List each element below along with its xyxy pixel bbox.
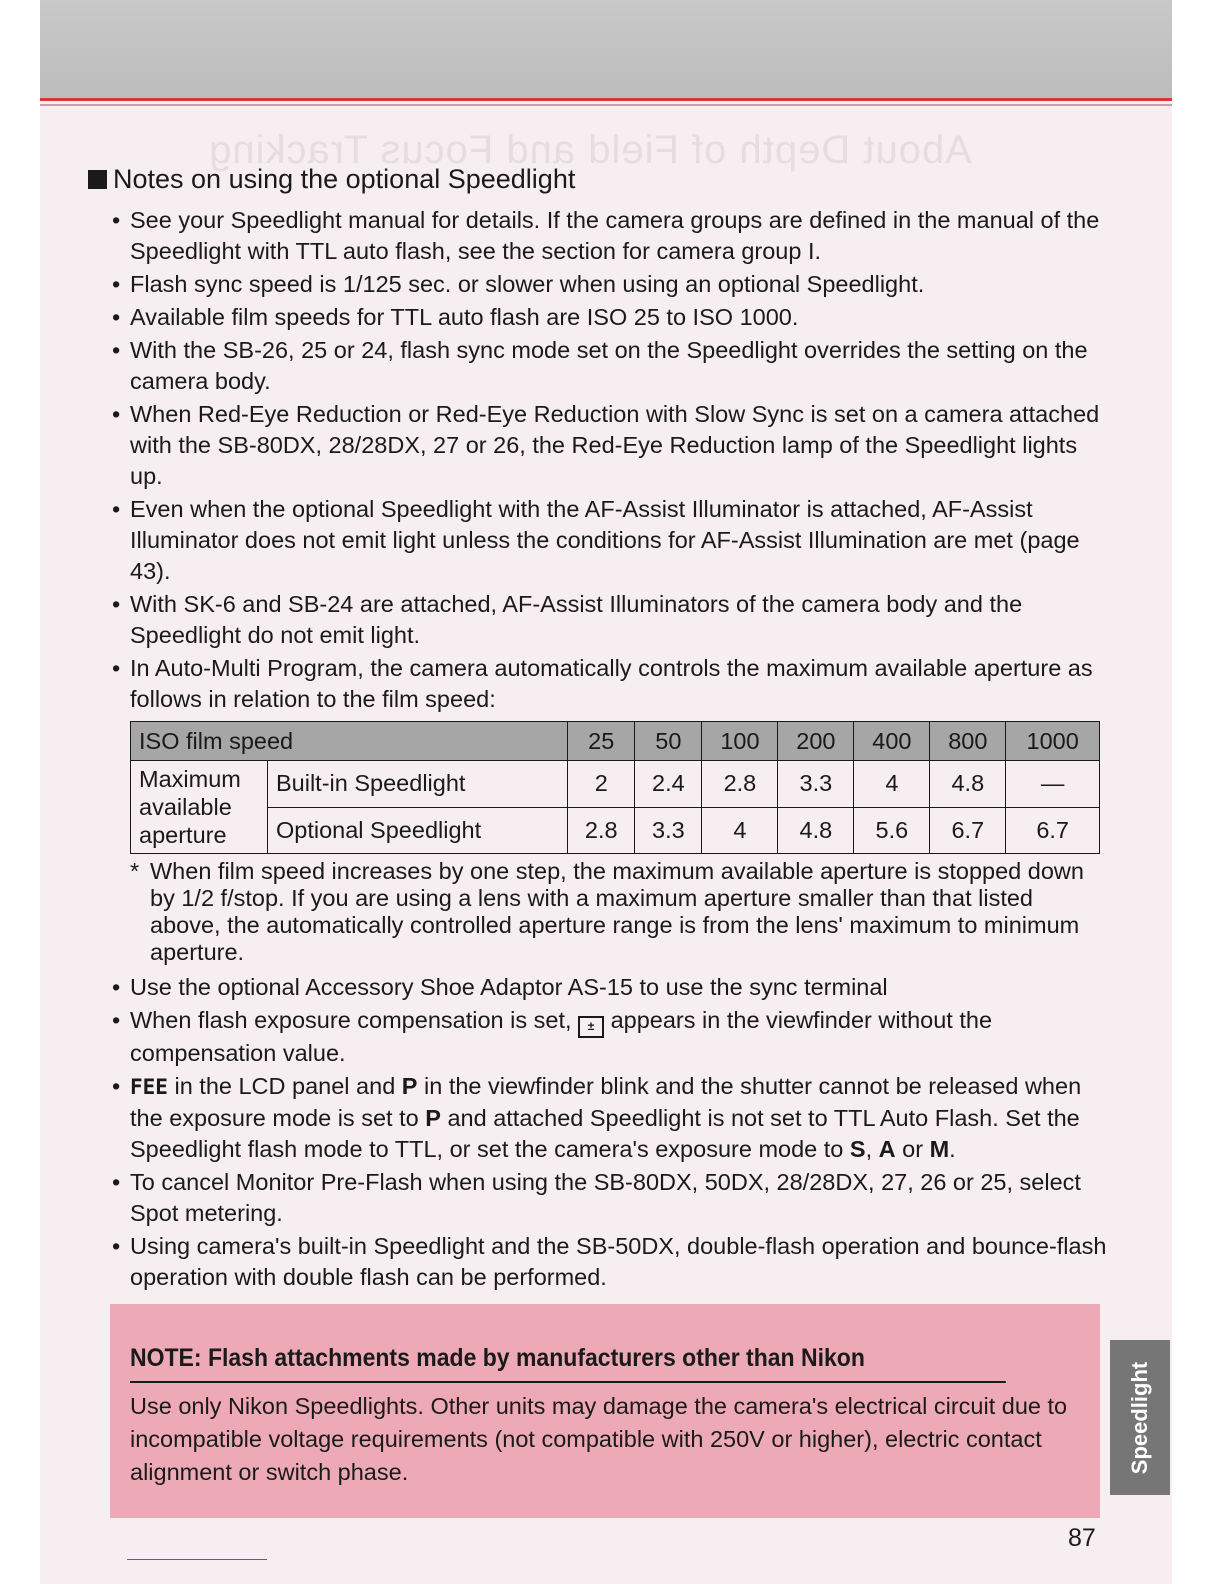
iso-value: 200 [778,722,854,761]
row-label: Built-in Speedlight [268,761,568,808]
table-cell: 6.7 [1006,807,1100,854]
table-cell: 2.4 [635,761,702,808]
punctuation: . [949,1136,956,1162]
section-heading [88,164,1108,195]
list-item: • Even when the optional Speedlight with the AF-Assist Illuminator is attached, AF-Assist Illuminator does not emit light unless the conditions for AF-Assist Illumination are met (page 43). [110,494,1108,587]
section-side-tab[interactable] [1110,1340,1170,1495]
header-rule-red [40,98,1172,101]
table-cell: 4.8 [930,761,1006,808]
list-item: • See your Speedlight manual for details. If the camera groups are defined in the manual of the Speedlight with TTL auto flash, see the section for camera group I. [110,205,1108,267]
table-cell: 6.7 [930,807,1006,854]
row-label: Optional Speedlight [268,807,568,854]
table-footnote [130,858,1108,966]
main-content [88,164,1108,1295]
table-cell: 4 [854,761,930,808]
list-item: • With the SB-26, 25 or 24, flash sync mode set on the Speedlight overrides the setting on the camera body. [110,335,1108,397]
note-text: appears in the viewfinder without the compensation value. [130,1007,993,1066]
list-item: • Using camera's built-in Speedlight and the SB-50DX, double-flash operation and bounce-flash operation with double flash can be performed. [110,1231,1108,1293]
iso-value: 800 [930,722,1006,761]
table-row [131,807,1100,854]
fee-lcd-indicator: FEE [130,1075,168,1099]
iso-value: 25 [568,722,635,761]
iso-value: 1000 [1006,722,1100,761]
list-item: • Available film speeds for TTL auto flash are ISO 25 to ISO 1000. [110,302,1108,333]
page-number: 87 [1068,1524,1096,1552]
notes-list-continued [88,972,1108,1293]
note-text: or [902,1136,924,1162]
square-bullet-icon [88,170,107,189]
list-item: • With SK-6 and SB-24 are attached, AF-Assist Illuminators of the camera body and the Speedlight do not emit light. [110,589,1108,651]
note-title: NOTE: Flash attachments made by manufacturers other than Nikon [130,1344,1006,1383]
side-tab-label: Speedlight [1127,1361,1152,1474]
table-cell: 4.8 [778,807,854,854]
list-item: • When Red-Eye Reduction or Red-Eye Reduction with Slow Sync is set on a camera attached with the SB-80DX, 28/28DX, 27 or 26, the Red-Eye Reduction lamp of the Speedlight lights up. [110,399,1108,492]
list-item: • To cancel Monitor Pre-Flash when using the SB-80DX, 50DX, 28/28DX, 27, 26 or 25, select Spot metering. [110,1167,1108,1229]
table-cell: — [1006,761,1100,808]
table-cell: 5.6 [854,807,930,854]
footnote-marker: * [130,858,140,884]
table-header-row [131,722,1100,761]
mode-letter: P [425,1105,441,1131]
mode-letter: P [401,1073,418,1099]
table-cell: 2 [568,761,635,808]
mode-letter: M [929,1136,950,1162]
aperture-table [130,721,1100,854]
notes-list [88,205,1108,715]
note-text: and attached Speedlight is not set to TTL Auto Flash. Set the Speedlight flash mode to TTL, or set the camera's exposure mode to [130,1105,1080,1162]
table-header-label: ISO film speed [131,722,568,761]
mode-letter: S [849,1136,866,1162]
table-cell: 2.8 [568,807,635,854]
punctuation: , [865,1136,873,1162]
list-item-fee [110,1071,1108,1165]
iso-value: 400 [854,722,930,761]
table-cell: 4 [702,807,778,854]
bottom-link-underline [127,1559,267,1560]
iso-value: 50 [635,722,702,761]
table-cell: 3.3 [635,807,702,854]
list-item: • Use the optional Accessory Shoe Adaptor AS-15 to use the sync terminal [110,972,1108,1003]
bleed-through-heading: About Depth of Field and Focus Tracking [208,128,972,172]
table-cell: 3.3 [778,761,854,808]
note-text: in the viewfinder blink and the shutter cannot be released when the exposure mode is set to [130,1073,1082,1131]
note-text: in the LCD panel and [174,1073,396,1099]
note-text: When flash exposure compensation is set, [130,1007,572,1033]
table-cell: 2.8 [702,761,778,808]
iso-value: 100 [702,722,778,761]
table-row [131,761,1100,808]
list-item: • In Auto-Multi Program, the camera automatically controls the maximum available aperture as follows in relation to the film speed: [110,653,1108,715]
row-group-label: Maximum available aperture [131,761,268,854]
header-band [40,0,1172,100]
footnote-text: When film speed increases by one step, the maximum available aperture is stopped down by 1/2 f/stop. If you are using a lens with a maximum aperture smaller than that listed above, the automatically controlled aperture range is from the lens' maximum to minimum aperture. [150,858,1084,965]
flash-compensation-icon: ± [578,1016,604,1038]
header-rule-pink [40,104,1172,106]
section-title: Notes on using the optional Speedlight [113,164,576,194]
mode-letter: A [878,1136,896,1162]
list-item: • Flash sync speed is 1/125 sec. or slower when using an optional Speedlight. [110,269,1108,300]
list-item-compensation [110,1005,1108,1069]
note-body: Use only Nikon Speedlights. Other units may damage the camera's electrical circuit due to incompatible voltage requirements (not compatible with 250V or higher), electric contact alignment or switch phase. [130,1393,1068,1485]
